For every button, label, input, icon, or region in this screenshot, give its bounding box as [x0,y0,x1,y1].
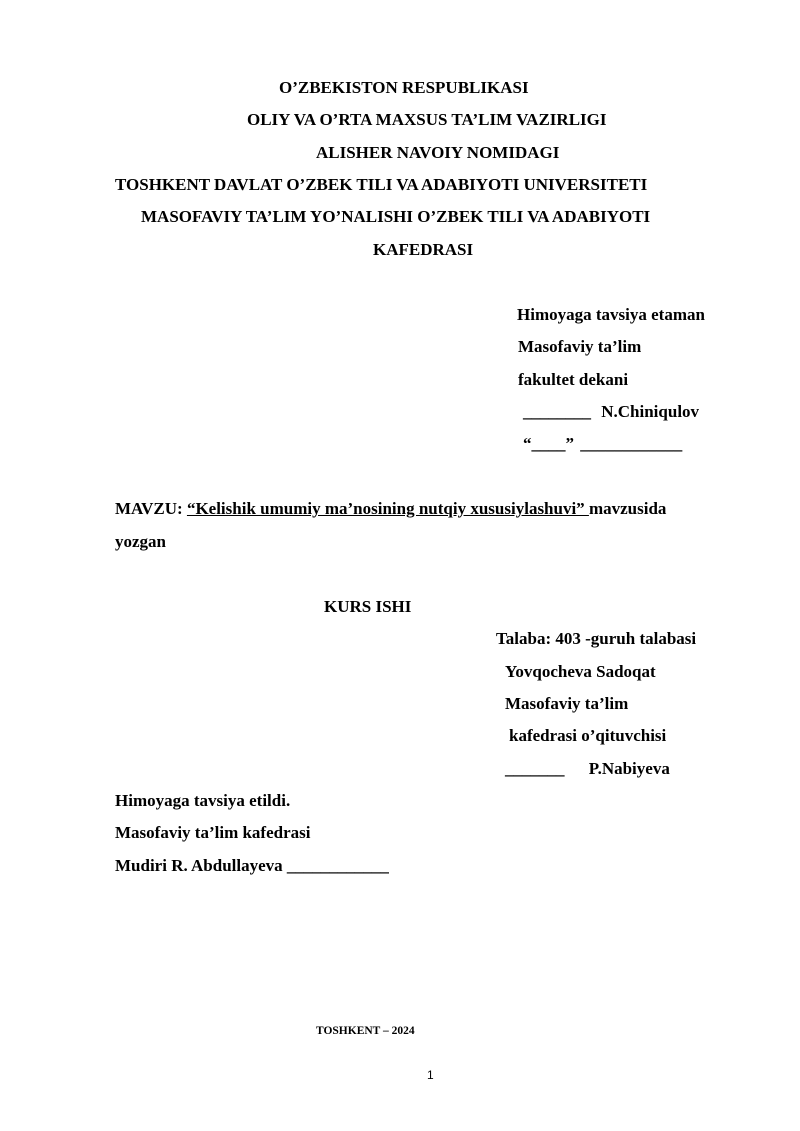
approval-line-date [523,434,682,454]
approval-line-dean: fakultet dekani [518,370,629,389]
date-month-blank: ____________ [580,434,683,453]
teacher-name: P.Nabiyeva [588,759,670,778]
recommendation-line-3: Mudiri R. Abdullayeva ____________ [115,856,389,875]
date-close-quote: ” [565,434,574,453]
topic-title: “Kelishik umumiy ma’nosining nutqiy xususiylashuvi” [186,499,589,518]
signature-blank: ________ [523,402,591,421]
student-line-faculty: Masofaviy ta’lim [505,694,629,713]
topic-line-2: yozgan [115,532,166,551]
topic-suffix: mavzusida [588,499,667,518]
approval-line-signature [523,402,699,422]
footer-city-year: TOSHKENT – 2024 [316,1025,415,1037]
date-day-blank: ____ [531,434,566,453]
header-line-kafedrasi: KAFEDRASI [373,240,474,259]
recommendation-line-2: Masofaviy ta’lim kafedrasi [115,823,311,842]
topic-label: MAVZU: [115,499,183,518]
dean-name: N.Chiniqulov [601,402,700,421]
teacher-signature-blank: _______ [505,759,565,778]
page-number: 1 [427,1068,434,1082]
header-line-ministry: OLIY VA O’RTA MAXSUS TA’LIM VAZIRLIGI [247,110,607,129]
student-line-group: Talaba: 403 -guruh talabasi [496,629,697,648]
date-open-quote: “ [523,434,532,453]
approval-line-faculty: Masofaviy ta’lim [518,337,642,356]
student-line-signature [505,759,670,779]
header-line-department: MASOFAVIY TA’LIM YO’NALISHI O’ZBEK TILI VA ADABIYOTI [141,207,651,226]
header-line-named-after: ALISHER NAVOIY NOMIDAGI [316,143,560,162]
recommendation-line-1: Himoyaga tavsiya etildi. [115,791,291,810]
student-line-name: Yovqocheva Sadoqat [505,662,656,681]
student-line-teacher: kafedrasi o’qituvchisi [509,726,667,745]
header-line-university: TOSHKENT DAVLAT O’ZBEK TILI VA ADABIYOTI UNIVERSITETI [115,175,648,194]
approval-line-recommend: Himoyaga tavsiya etaman [517,305,705,324]
header-line-country: O’ZBEKISTON RESPUBLIKASI [279,78,529,97]
topic-line [115,499,666,519]
work-type-title: KURS ISHI [324,597,412,616]
